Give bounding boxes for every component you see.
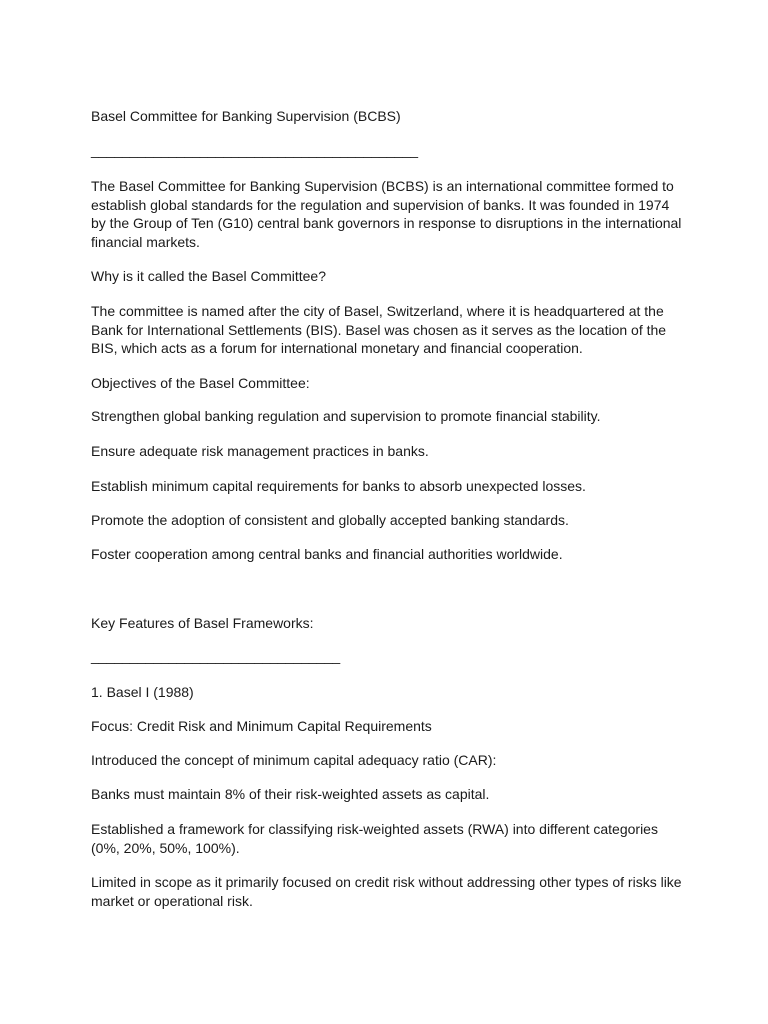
section-heading-why: Why is it called the Basel Committee? [91,268,326,284]
objective-item: Establish minimum capital requirements for banks to absorb unexpected losses. [91,478,586,494]
basel1-heading: 1. Basel I (1988) [91,684,194,700]
objective-item: Ensure adequate risk management practices in banks. [91,443,429,459]
objective-item: Strengthen global banking regulation and supervision to promote financial stability. [91,408,601,424]
objective-item: Foster cooperation among central banks and financial authorities worldwide. [91,546,563,562]
basel1-point: Introduced the concept of minimum capital adequacy ratio (CAR): [91,752,497,768]
basel1-focus: Focus: Credit Risk and Minimum Capital Requirements [91,718,432,734]
basel1-point: Established a framework for classifying risk-weighted assets (RWA) into different categories (0%, 20%, 50%, 100%). [91,821,658,856]
section-heading-objectives: Objectives of the Basel Committee: [91,375,310,391]
intro-paragraph: The Basel Committee for Banking Supervision (BCBS) is an international committee formed to establish global standards for the regulation and supervision of banks. It was founded in 1974 by the Group of Ten (G10) central bank governors in response to disruptions in the international financial markets. [91,178,682,250]
section-heading-features: Key Features of Basel Frameworks: [91,615,314,631]
divider-rule: ________________________________ [91,648,341,664]
divider-rule: __________________________________________ [91,142,419,158]
why-paragraph: The committee is named after the city of Basel, Switzerland, where it is headquartered at the Bank for International Settlements (BIS). Basel was chosen as it serves as the location of the BIS, which acts as a forum for international monetary and financial cooperation. [91,303,667,356]
objective-item: Promote the adoption of consistent and globally accepted banking standards. [91,512,569,528]
basel1-point: Limited in scope as it primarily focused on credit risk without addressing other types of risks like market or operational risk. [91,874,682,909]
document-title: Basel Committee for Banking Supervision (BCBS) [91,108,401,124]
basel1-point: Banks must maintain 8% of their risk-weighted assets as capital. [91,786,490,802]
